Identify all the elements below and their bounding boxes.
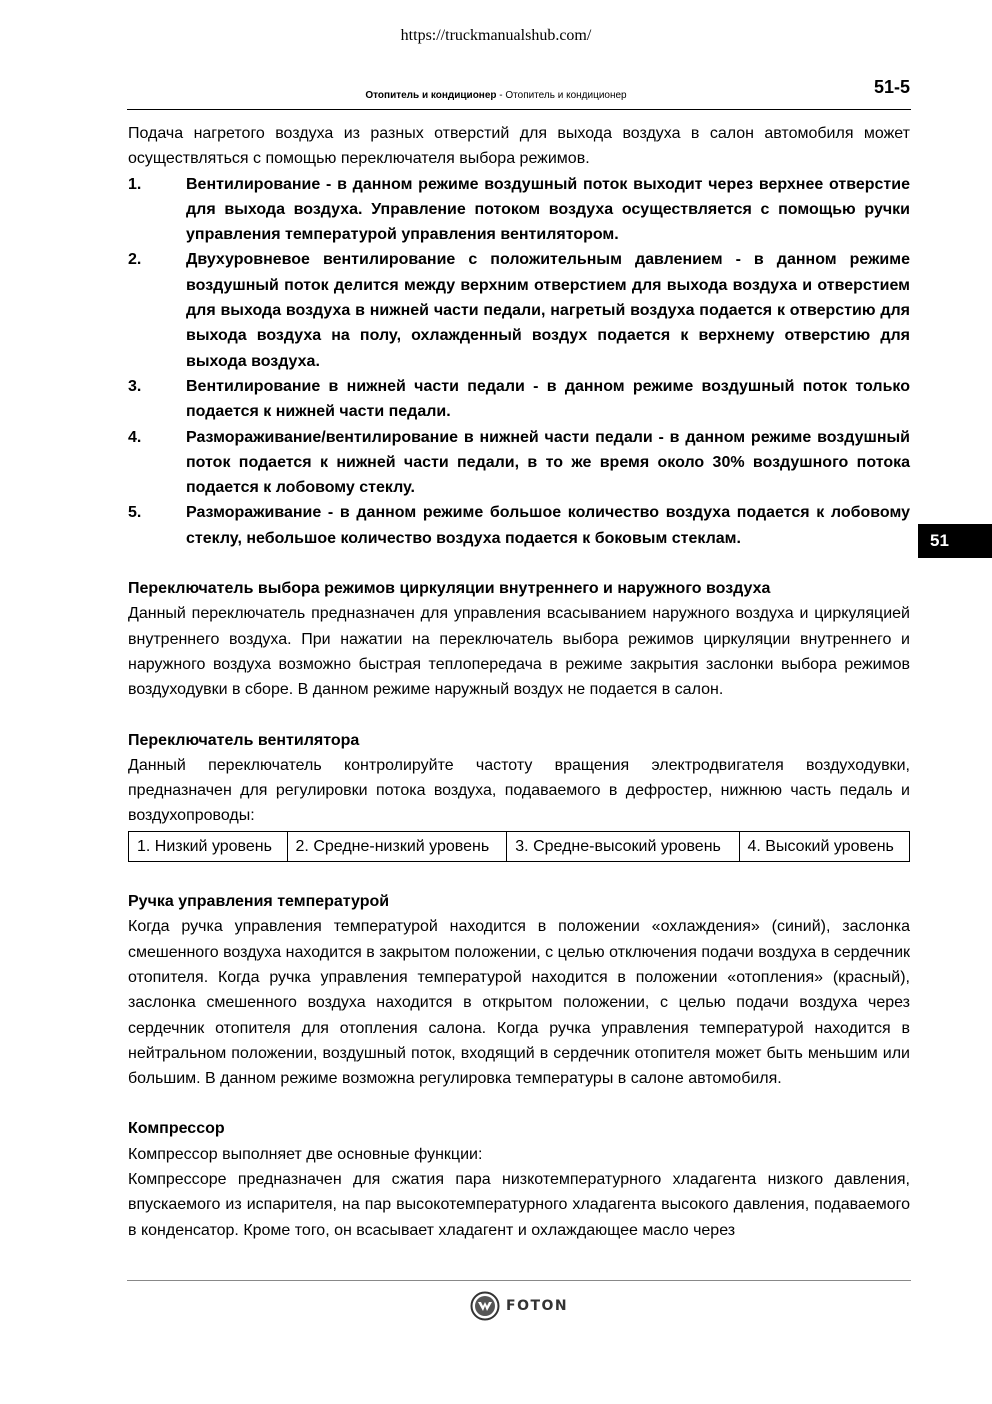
compressor-line: Компрессор выполняет две основные функции:	[128, 1145, 483, 1163]
running-header-separator: -	[496, 90, 506, 101]
table-row	[129, 831, 910, 861]
mode-item	[128, 500, 910, 551]
source-url: https://truckmanualshub.com/	[400, 27, 592, 44]
compressor-paragraph: Компрессоре предназначен для сжатия пара низкотемпературного хладагента низкого давления, впускаемого из испарителя, на пар высокотемпературного хладагента высокого давления, подаваемого в конденсатор. Кроме того, он всасывает хладагент и охлаждающее масло через	[128, 1170, 910, 1239]
recirc-heading: Переключатель выбора режимов циркуляции внутреннего и наружного воздуха	[128, 580, 771, 598]
footer-rule	[127, 1280, 911, 1281]
mode-text: Вентилирование в нижней части педали - в данном режиме воздушный поток только подается к нижней части педали.	[186, 377, 910, 421]
running-header-normal: Отопитель и кондиционер	[505, 90, 627, 101]
chapter-tab: 51	[918, 524, 992, 558]
page-number: 51-5	[873, 77, 910, 97]
footer-logo	[470, 1288, 580, 1324]
mode-list	[128, 172, 910, 551]
fan-level-cell: 1. Низкий уровень	[129, 831, 288, 861]
mode-item	[128, 425, 910, 501]
mode-number: 3.	[128, 377, 142, 395]
mode-number: 1.	[128, 175, 142, 193]
fan-level-cell: 4. Высокий уровень	[739, 831, 909, 861]
mode-text: Размораживание - в данном режиме большое количество воздуха подается к лобовому стеклу, небольшое количество воздуха подается к боковым стеклам.	[186, 504, 910, 547]
intro-paragraph: Подача нагретого воздуха из разных отверстий для выхода воздуха в салон автомобиля может осуществляться с помощью переключателя выбора режимов.	[128, 125, 910, 168]
running-header-bold: Отопитель и кондиционер	[365, 90, 497, 101]
fan-levels-table	[128, 831, 910, 862]
foton-wordmark: FOTON	[506, 1298, 569, 1314]
mode-text: Вентилирование - в данном режиме воздушный поток выходит через верхнее отверстие для выхода воздуха. Управление потоком воздуха осуществляется с помощью ручки управления температурой управления вентилятором.	[186, 175, 910, 244]
fan-level-cell: 3. Средне-высокий уровень	[507, 831, 739, 861]
mode-number: 4.	[128, 428, 142, 446]
mode-text: Размораживание/вентилирование в нижней части педали - в данном режиме воздушный поток подается к нижней части педали, в то же время около 30% воздушного потока подается к лобовому стеклу.	[186, 428, 910, 497]
mode-item	[128, 374, 910, 425]
fan-paragraph: Данный переключатель контролируйте частоту вращения электродвигателя воздуходувки, предназначен для регулировки потока воздуха, подаваемого в дефростер, нижнюю часть педаль и воздухопроводы:	[128, 756, 910, 825]
header-rule	[127, 109, 911, 110]
page-content	[128, 121, 910, 1243]
fan-heading: Переключатель вентилятора	[128, 731, 360, 749]
fan-level-cell: 2. Средне-низкий уровень	[287, 831, 507, 861]
mode-number: 5.	[128, 504, 142, 522]
mode-item	[128, 172, 910, 248]
mode-number: 2.	[128, 251, 142, 269]
running-header	[0, 90, 992, 101]
temp-paragraph: Когда ручка управления температурой находится в положении «охлаждения» (синий), заслонка смешенного воздуха находится в закрытом положении, с целью отключения подачи воздуха в сердечник отопителя. Когда ручка управления температурой находится в положении «отопления» (красный), заслонка смешенного воздуха находится в открытом положении, с целью подачи воздуха через сердечник отопителя для отопления салона. Когда ручка управления температурой находится в нейтральном положении, воздушный поток, входящий в сердечник отопителя может быть меньшим или большим. В данном режиме возможна регулировка температуры в салоне автомобиля.	[128, 918, 910, 1088]
temp-heading: Ручка управления температурой	[128, 893, 390, 911]
compressor-heading: Компрессор	[128, 1120, 225, 1138]
foton-logo-icon	[470, 1291, 500, 1321]
mode-item	[128, 247, 910, 373]
mode-text: Двухуровневое вентилирование с положительным давлением - в данном режиме воздушный поток делится между верхним отверстием для выхода воздуха и отверстием для выхода воздуха в нижней части педали, нагретый воздуха подается к отверстию для выхода воздуха на полу, охлажденный воздух подается к верхнему отверстию для выхода воздуха.	[186, 251, 910, 370]
recirc-paragraph: Данный переключатель предназначен для управления всасыванием наружного воздуха и циркуляцией внутреннего воздуха. При нажатии на переключатель выбора режимов циркуляции внутреннего и наружного воздуха возможно быстрая теплопередача в режиме закрытия заслонки выбора режимов воздуходувки в сборе. В данном режиме наружный воздух не подается в салон.	[128, 605, 910, 699]
